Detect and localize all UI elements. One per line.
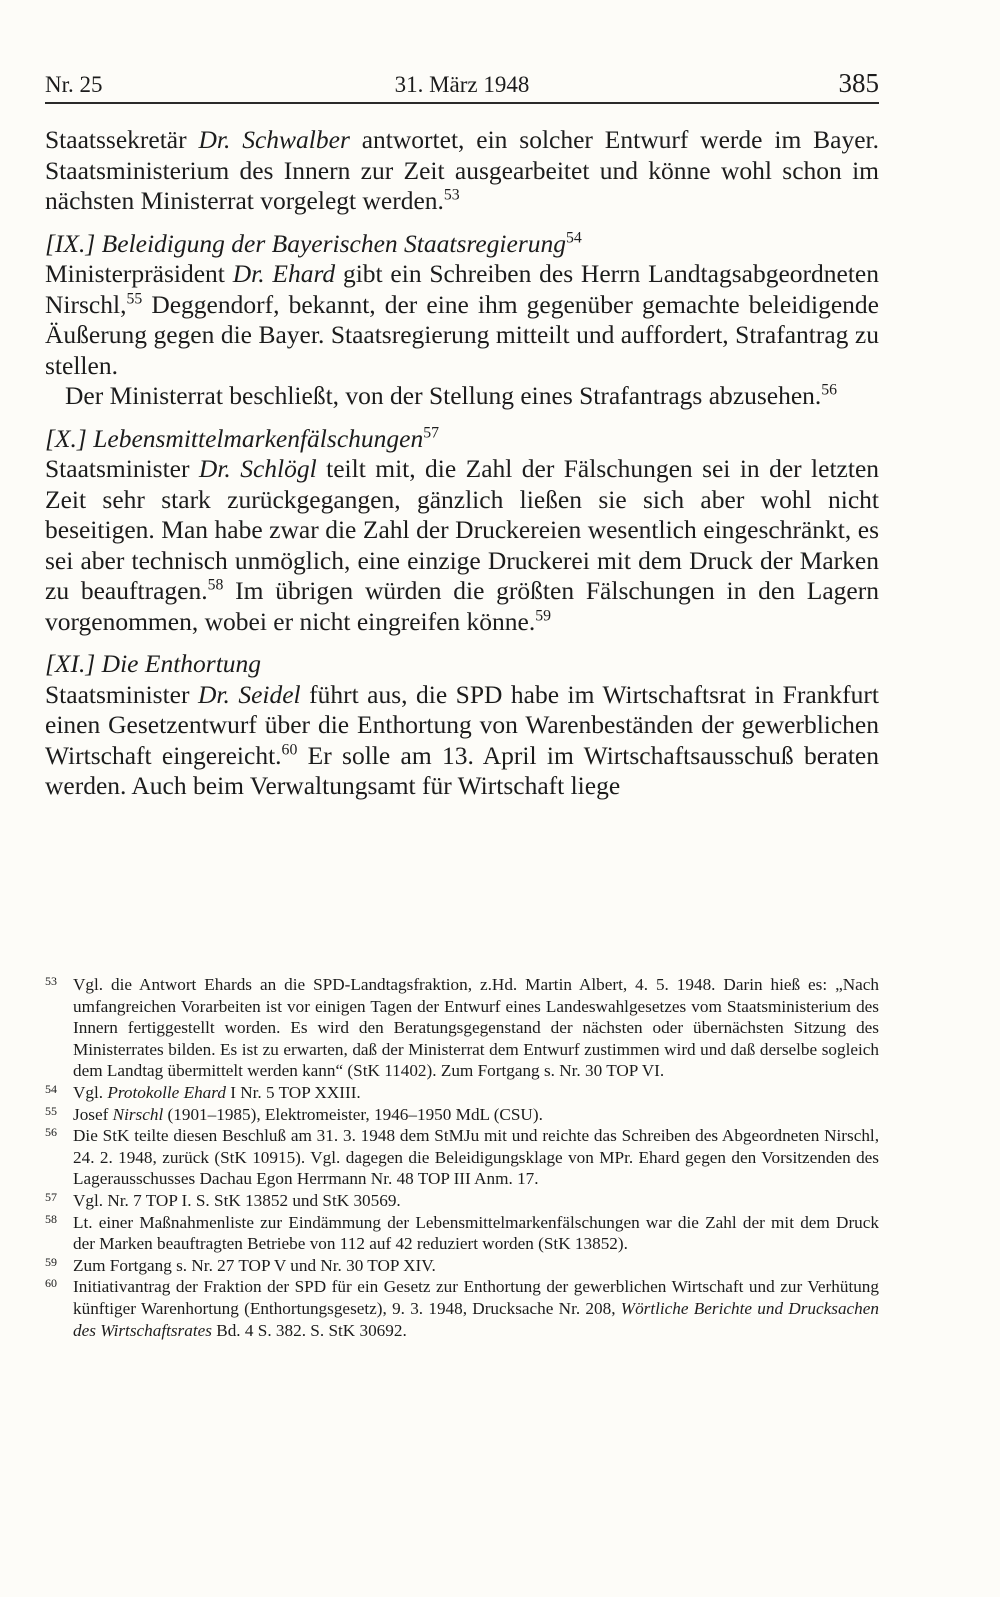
footnote-number: 54 <box>45 1081 57 1096</box>
footnote-53: 53 Vgl. die Antwort Ehards an die SPD-Landtagsfraktion, z.Hd. Martin Albert, 4. 5. 1948. Darin hieß es: „Nach umfangreichen Vorarbeiten ist vor einigen Tagen der Entwurf eines Landeswahlgesetzes vom Staatsministerium des Innern fertiggestellt worden. Es wird den Beratungsgegenstand der nächsten oder übernächsten Sitzung des Ministerrates bilden. Es ist zu erwarten, daß der Ministerrat dem Entwurf zustimmen wird und daß derselbe sogleich dem Landtag übermittelt werden kann“ (StK 11402). Zum Fortgang s. Nr. 30 TOP VI. <box>45 974 879 1082</box>
footnote-ref: 56 <box>821 381 838 399</box>
paragraph-ehard: Ministerpräsident Dr. Ehard gibt ein Schreiben des Herrn Landtagsabgeordneten Nirschl,$^{55}$ Deggendorf, bekannt, der eine ihm gegenüber gemachte beleidigende Äußerung gegen die Bayer. Staatsregierung mitteilt und auffordert, Strafantrag zu stellen. <box>45 259 879 380</box>
footnote-60: 60 Initiativantrag der Fraktion der SPD für ein Gesetz zur Enthortung der gewerblichen Wirtschaft und zur Verhütung künftiger Warenhortung (Enthortungsgesetz), 9. 3. 1948, Drucksache Nr. 208, Wörtliche Berichte und Drucksachen des Wirtschaftsrates Bd. 4 S. 382. S. StK 30692. <box>45 1276 879 1341</box>
footnote-ref: 55 <box>126 290 143 308</box>
speaker-name: Dr. Schwalber <box>198 125 350 154</box>
footnote-ref: 59 <box>535 607 552 625</box>
footnote-number: 60 <box>45 1276 57 1291</box>
footnote-number: 59 <box>45 1254 57 1269</box>
document-number: Nr. 25 <box>45 72 103 97</box>
footnote-55: 55 Josef Nirschl (1901–1985), Elektromeister, 1946–1950 MdL (CSU). <box>45 1104 879 1126</box>
footnote-58: 58 Lt. einer Maßnahmenliste zur Eindämmung der Lebensmittelmarkenfälschungen war die Zahl der mit dem Druck der Marken beauftragten Betriebe von 112 auf 42 reduziert worden (StK 13852). <box>45 1212 879 1255</box>
section-heading-ix: [IX.] Beleidigung der Bayerischen Staatsregierung$^{54}$ <box>45 228 582 258</box>
running-header <box>45 62 879 104</box>
footnotes <box>45 974 879 1341</box>
section-heading-x: [X.] Lebensmittelmarkenfälschungen$^{57}$ <box>45 423 440 453</box>
paragraph-schwalber: Staatssekretär Dr. Schwalber antwortet, ein solcher Entwurf werde im Bayer. Staatsministerium des Innern zur Zeit ausgearbeitet und könne wohl schon im nächsten Ministerrat vorgelegt werden.$^{53}$ <box>45 125 879 215</box>
footnote-number: 57 <box>45 1189 57 1204</box>
footnote-number: 58 <box>45 1211 57 1226</box>
footnote-ref: 54 <box>566 229 582 247</box>
footnote-ref: 58 <box>207 576 224 594</box>
section-heading-xi: [XI.] Die Enthortung <box>45 649 262 678</box>
paragraph-decision: Der Ministerrat beschließt, von der Stellung eines Strafantrags abzusehen.$^{56}$ <box>65 381 838 410</box>
paragraph-seidel: Staatsminister Dr. Seidel führt aus, die SPD habe im Wirtschaftsrat in Frankfurt einen Gesetzentwurf über die Enthortung von Warenbeständen der gewerblichen Wirtschaft eingereicht.$^{60}$ Er solle am 13. April im Wirtschaftsausschuß beraten werden. Auch beim Verwaltungsamt für Wirtschaft liege <box>45 679 879 800</box>
footnote-56: 56 Die StK teilte diesen Beschluß am 31. 3. 1948 dem StMJu mit und reichte das Schreiben des Abgeordneten Nirschl, 24. 2. 1948, zurück (StK 10915). Vgl. dagegen die Beleidigungsklage von MPr. Ehard gegen den Vorsitzenden des Lagerausschusses Dachau Egon Herrmann Nr. 48 TOP III Anm. 17. <box>45 1125 879 1190</box>
paragraph-schloegl: Staatsminister Dr. Schlögl teilt mit, die Zahl der Fälschungen sei in der letzten Zeit sehr stark zurückgegangen, gänzlich ließen sie sich aber wohl nicht beseitigen. Man habe zwar die Zahl der Druckereien wesentlich eingeschränkt, es sei aber technisch unmöglich, eine einzige Druckerei mit dem Druck der Marken zu beauftragen.$^{58}$ Im übrigen würden die größten Fälschungen in den Lagern vorgenommen, wobei er nicht eingreifen könne.$^{59}$ <box>45 454 880 636</box>
footnote-number: 53 <box>45 974 57 988</box>
footnote-ref: 57 <box>423 424 440 442</box>
footnote-ref: 60 <box>281 741 298 759</box>
speaker-name: Dr. Ehard <box>232 259 336 288</box>
page-number: 385 <box>838 68 879 98</box>
main-text <box>45 125 879 802</box>
header-date: 31. März 1948 <box>394 72 530 97</box>
footnote-number: 55 <box>45 1103 57 1118</box>
speaker-name: Dr. Schlögl <box>198 454 317 483</box>
footnote-57: 57 Vgl. Nr. 7 TOP I. S. StK 13852 und StK 30569. <box>45 1190 879 1212</box>
footnote-number: 56 <box>45 1125 57 1140</box>
speaker-name: Dr. Seidel <box>197 679 301 709</box>
footnote-ref: 53 <box>443 186 460 204</box>
footnote-54: 54 Vgl. Protokolle Ehard I Nr. 5 TOP XXIII. <box>45 1082 879 1104</box>
footnote-59: 59 Zum Fortgang s. Nr. 27 TOP V und Nr. 30 TOP XIV. <box>45 1255 879 1277</box>
